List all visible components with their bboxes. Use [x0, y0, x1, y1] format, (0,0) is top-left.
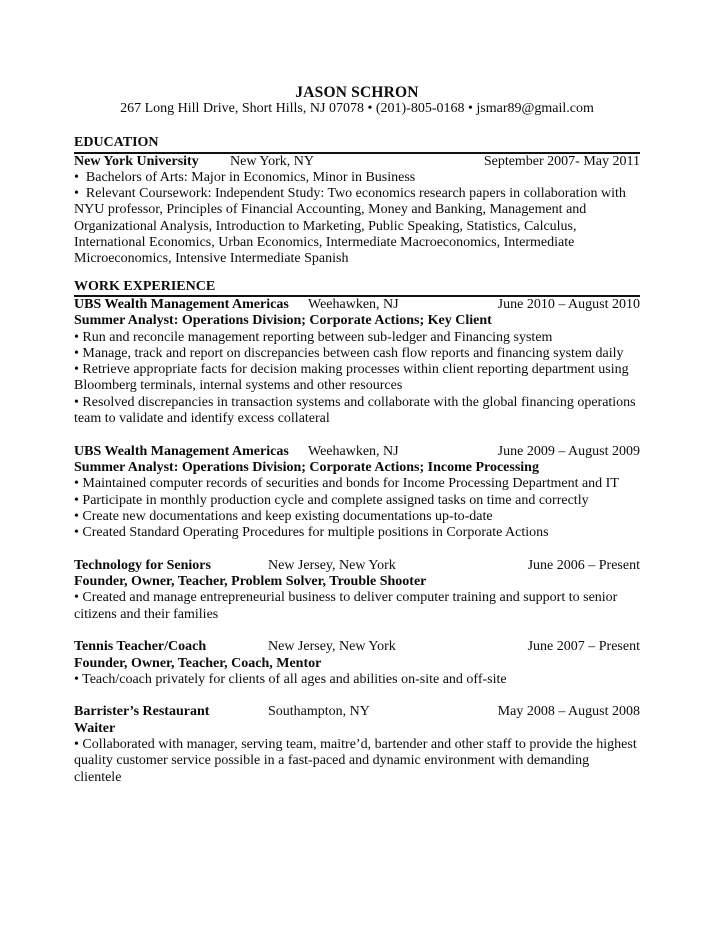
bullet-item: • Create new documentations and keep existing documentations up-to-date — [74, 508, 493, 524]
entry-header-row — [74, 704, 640, 720]
entry-role: Summer Analyst: Operations Division; Corporate Actions; Income Processing — [74, 459, 539, 475]
entry — [74, 297, 640, 427]
entry-org: UBS Wealth Management Americas — [74, 296, 289, 312]
candidate-name: JASON SCHRON — [295, 84, 419, 101]
bullet-item: • Participate in monthly production cycle and complete assigned tasks on time and correctly — [74, 492, 589, 508]
entry-header-row — [74, 639, 640, 655]
entry-dates: May 2008 – August 2008 — [497, 704, 640, 720]
entry-location: New Jersey, New York — [268, 557, 396, 573]
entry-org: Tennis Teacher/Coach — [74, 639, 207, 655]
resume-content — [74, 84, 640, 786]
entry-dates: September 2007- May 2011 — [483, 153, 640, 169]
entry — [74, 444, 640, 542]
entry — [74, 704, 640, 785]
bullet-item: • Relevant Coursework: Independent Study: Two economics research papers in collaboration with NYU professor, Principles of Financial Accounting, Money and Banking, Management and Organizational Analysis, Introduction to Marketing, Public Speaking, Statistics, Calculus, International Economics, Urban Economics, Intermediate Macroeconomics, Intermediate Microeconomics, Intensive Intermediate Spanish — [74, 186, 626, 267]
entry-dates: June 2006 – Present — [527, 557, 640, 573]
entry-dates: June 2007 – Present — [527, 639, 640, 655]
entry-org: New York University — [74, 153, 199, 169]
entry — [74, 558, 640, 623]
entry-dates: June 2010 – August 2010 — [497, 296, 640, 312]
bullet-item: • Retrieve appropriate facts for decision making processes within client reporting department using Bloomberg terminals, internal systems and other resources — [74, 362, 629, 394]
entry-header-row — [74, 558, 640, 574]
bullet-item: • Teach/coach privately for clients of all ages and abilities on-site and off-site — [74, 671, 507, 687]
contact-line: 267 Long Hill Drive, Short Hills, NJ 07078 • (201)-805-0168 • jsmar89@gmail.com — [120, 101, 594, 116]
entry-header-row — [74, 444, 640, 460]
entry-header-row — [74, 297, 640, 313]
entry-role: Summer Analyst: Operations Division; Corporate Actions; Key Client — [74, 313, 492, 329]
bullet-item: • Bachelors of Arts: Major in Economics, Minor in Business — [74, 169, 416, 185]
bullet-item: • Collaborated with manager, serving team, maitre’d, bartender and other staff to provide the highest quality customer service possible in a fast-paced and dynamic environment with demanding clientele — [74, 736, 637, 785]
entry — [74, 154, 640, 268]
entry-location: Weehawken, NJ — [308, 296, 399, 312]
entry-location: Weehawken, NJ — [308, 443, 399, 459]
entry-role: Founder, Owner, Teacher, Coach, Mentor — [74, 655, 322, 671]
bullet-item: • Created and manage entrepreneurial business to deliver computer training and support to senior citizens and their families — [74, 590, 618, 622]
bullet-item: • Created Standard Operating Procedures for multiple positions in Corporate Actions — [74, 525, 549, 541]
entry-location: New Jersey, New York — [268, 639, 396, 655]
section-work-experience — [74, 279, 640, 786]
entry-location: Southampton, NY — [268, 704, 370, 720]
entry — [74, 639, 640, 688]
bullet-item: • Maintained computer records of securities and bonds for Income Processing Department and IT — [74, 476, 619, 492]
section-education — [74, 135, 640, 267]
section-title: EDUCATION — [74, 135, 640, 153]
bullet-item: • Run and reconcile management reporting between sub-ledger and Financing system — [74, 329, 553, 345]
bullet-item: • Manage, track and report on discrepancies between cash flow reports and financing system daily — [74, 345, 624, 361]
entry-org: UBS Wealth Management Americas — [74, 443, 289, 459]
entry-org: Technology for Seniors — [74, 557, 211, 573]
entry-header-row — [74, 154, 640, 170]
entry-location: New York, NY — [230, 153, 315, 169]
entry-dates: June 2009 – August 2009 — [497, 443, 640, 459]
entry-org: Barrister’s Restaurant — [74, 704, 210, 720]
bullet-item: • Resolved discrepancies in transaction systems and collaborate with the global financing operations team to validate and identify excess collateral — [74, 394, 636, 427]
sections-container — [74, 135, 640, 786]
entry-role: Waiter — [74, 720, 116, 736]
section-title: WORK EXPERIENCE — [74, 279, 640, 297]
entry-role: Founder, Owner, Teacher, Problem Solver, Trouble Shooter — [74, 574, 427, 590]
